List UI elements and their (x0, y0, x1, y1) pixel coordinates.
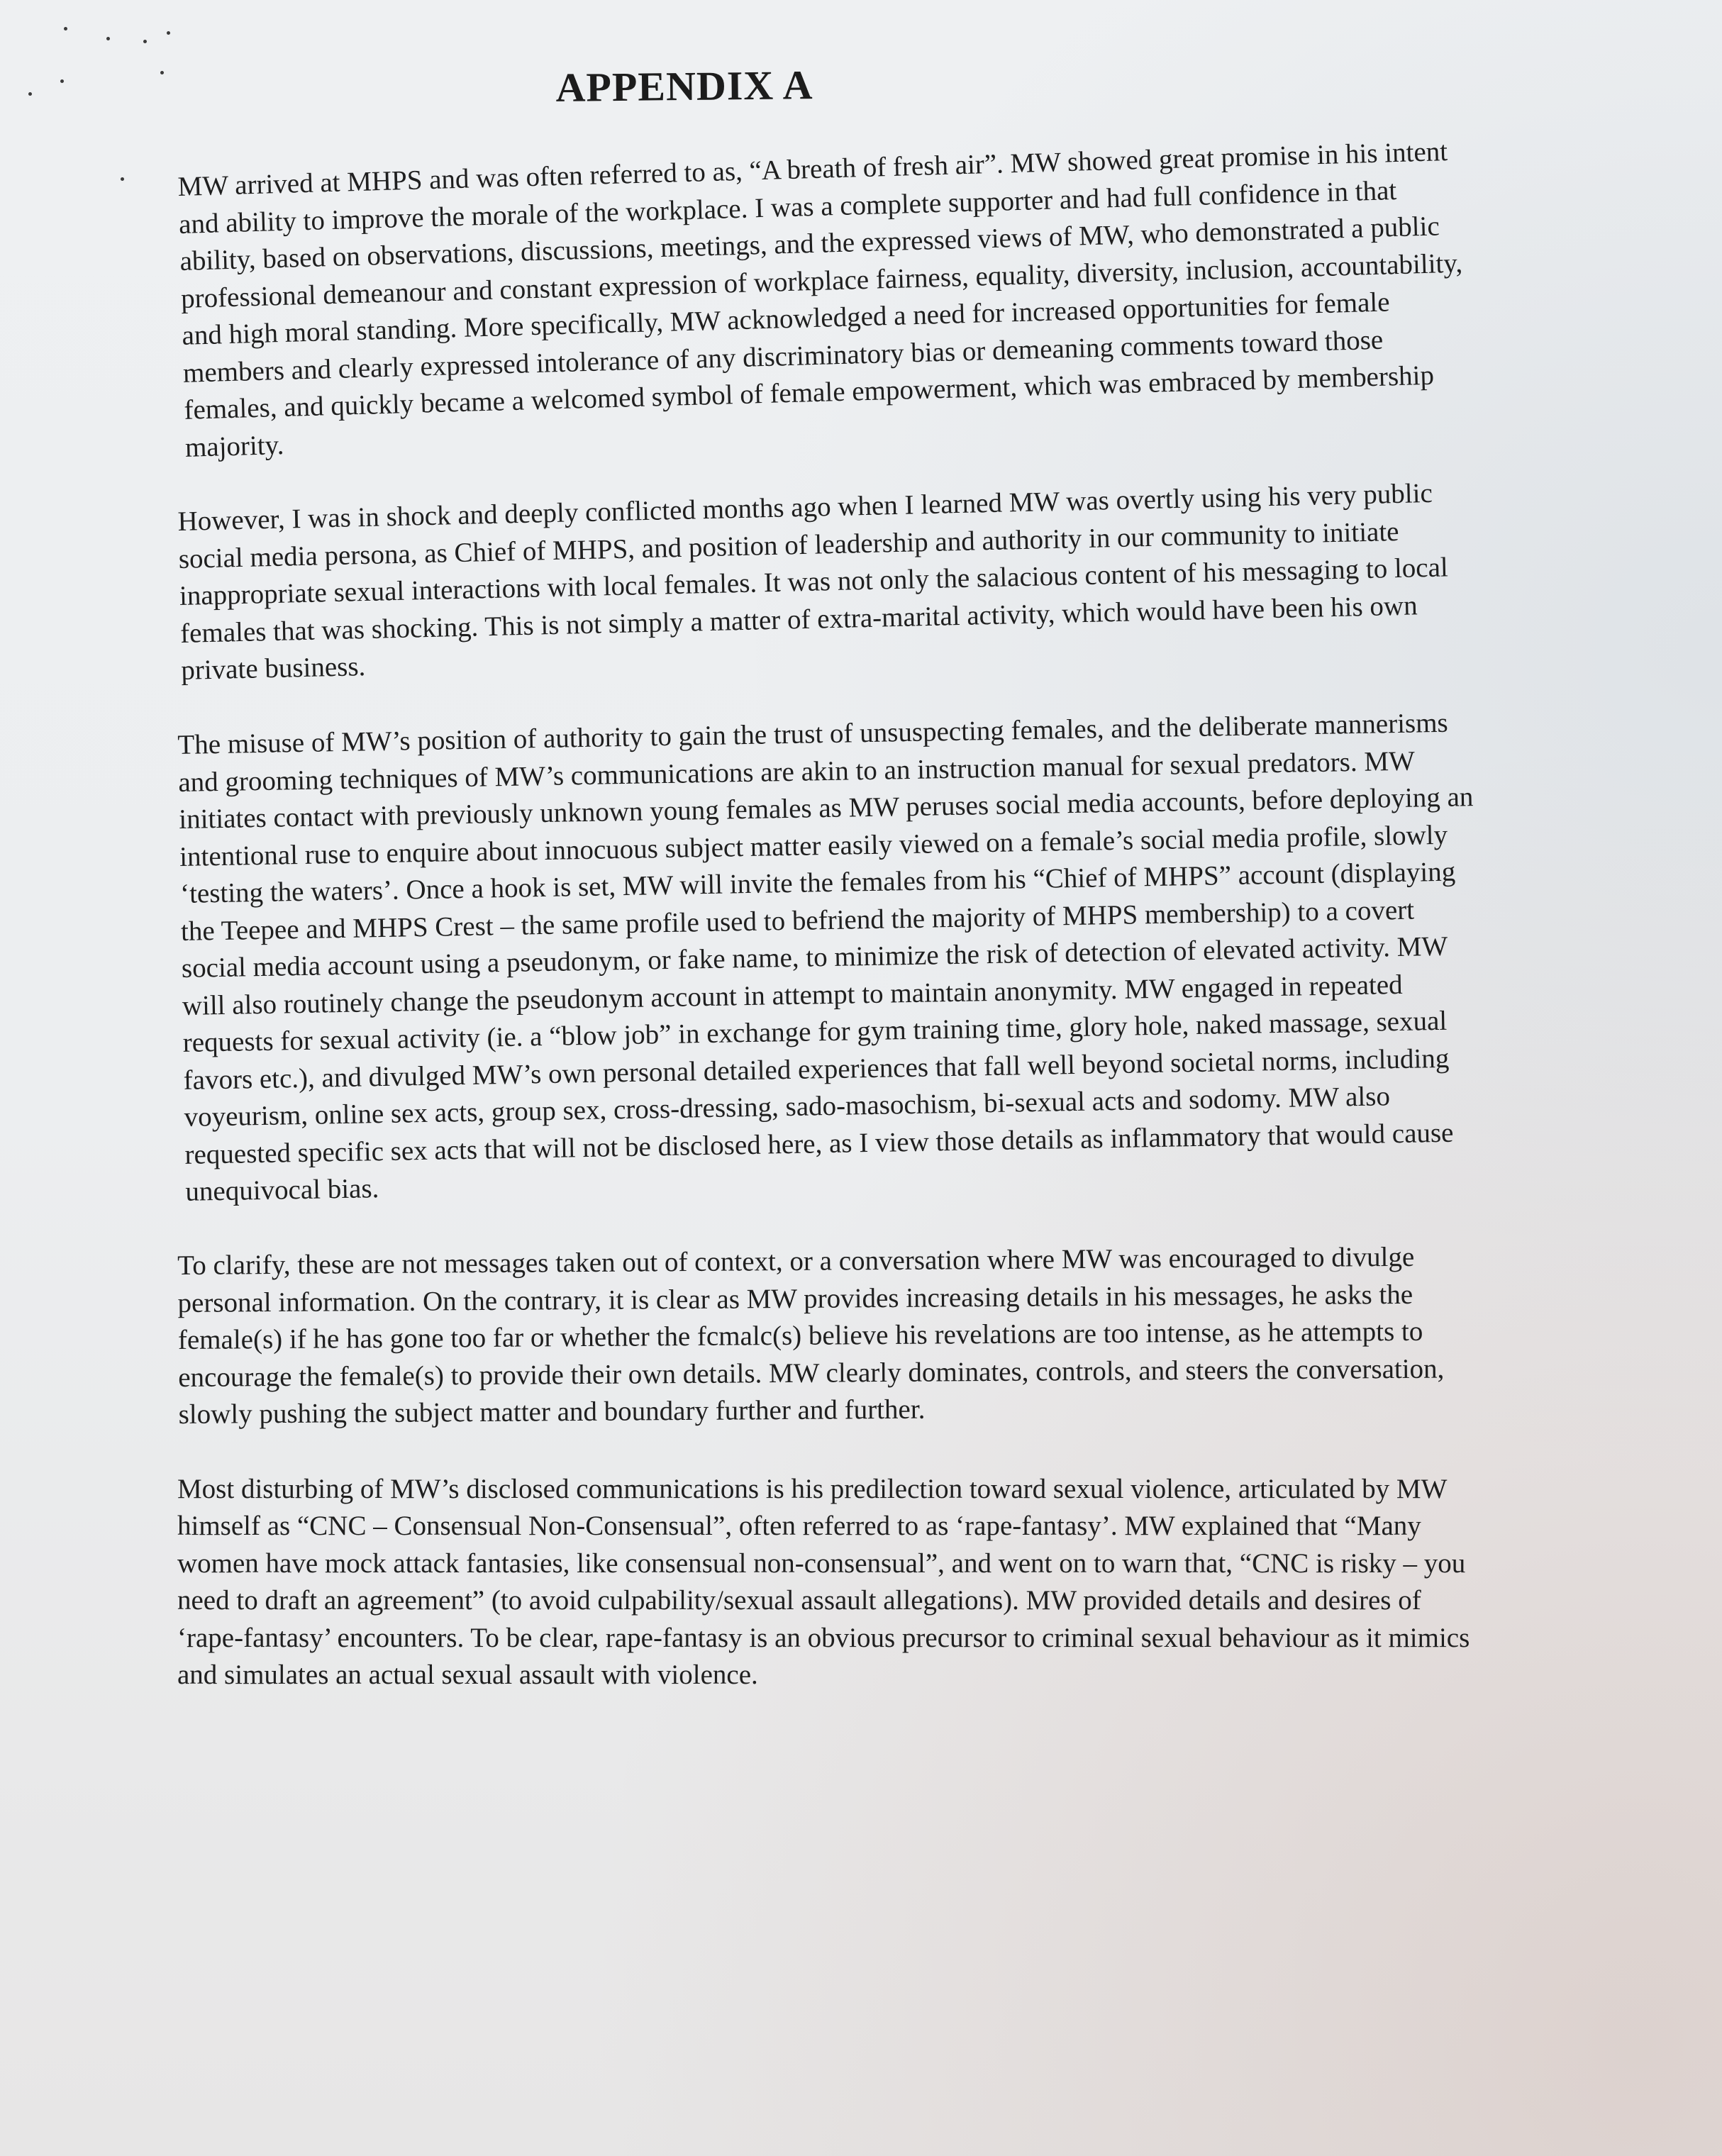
paragraph-1: MW arrived at MHPS and was often referred to as, “A breath of fresh air”. MW showed great promise in his intent and ability to improve the morale of the workplace. I was a complete supporter and had full confidence in that ability, based on observations, discussions, meetings, and the expressed views of MW, who demonstrated a public professional demeanour and constant expression of workplace fairness, equality, diversity, inclusion, accountability, and high moral standing. More specifically, MW acknowledged a need for increased opportunities for female members and clearly expressed intolerance of any discriminatory bias or demeaning comments toward those females, and quickly became a welcomed symbol of female empowerment, which was embraced by membership majority. (177, 135, 1463, 463)
speck-mark (64, 27, 67, 30)
speck-mark (143, 40, 147, 43)
paragraph-2: However, I was in shock and deeply conflicted months ago when I learned MW was overtly using his very public social media persona, as Chief of MHPS, and position of leadership and authority in our community to initiate inappropriate sexual interactions with local females. It was not only the salacious content of his messaging to local females that was shocking. This is not simply a matter of extra-marital activity, which would have been his own private business. (177, 477, 1449, 686)
speck-mark (106, 37, 110, 40)
speck-mark (121, 177, 124, 181)
paragraph-5: Most disturbing of MW’s disclosed communications is his predilection toward sexual violence, articulated by MW himself as “CNC – Consensual Non-Consensual”, often referred to as ‘rape-fantasy’. MW explained that “Many women have mock attack fantasies, like consensual non-consensual”, and went on to warn that, “CNC is risky – you need to draft an agreement” (to avoid culpability/sexual assault allegations). MW provided details and desires of ‘rape-fantasy’ encounters. To be clear, rape-fantasy is an obvious precursor to criminal sexual behaviour as it mimics and simulates an actual sexual assault with violence. (177, 1473, 1470, 1690)
speck-mark (167, 31, 170, 35)
document-body (177, 135, 1475, 1731)
page-title: APPENDIX A (555, 62, 813, 111)
paragraph-4: To clarify, these are not messages taken out of context, or a conversation where MW was encouraged to divulge personal information. On the contrary, it is clear as MW provides increasing details in his messages, he asks the female(s) if he has gone too far or whether the fcmalc(s) believe his revelations are too intense, as he attempts to encourage the female(s) to provide their own details. MW clearly dominates, controls, and steers the conversation, slowly pushing the subject matter and boundary further and further. (177, 1241, 1445, 1430)
paragraph-3: The misuse of MW’s position of authority to gain the trust of unsuspecting females, and the deliberate mannerisms and grooming techniques of MW’s communications are akin to an instruction manual for sexual predators. MW initiates contact with previously unknown young females as MW peruses social media accounts, before deploying an intentional ruse to enquire about innocuous subject matter easily viewed on a female’s social media profile, slowly ‘testing the waters’. Once a hook is set, MW will invite the females from his “Chief of MHPS” account (displaying the Teepee and MHPS Crest – the same profile used to befriend the majority of MHPS membership) to a covert social media account using a pseudonym, or fake name, to minimize the risk of detection of elevated activity. MW will also routinely change the pseudonym account in attempt to maintain anonymity. MW engaged in repeated requests for sexual activity (ie. a “blow job” in exchange for gym training time, glory hole, naked massage, sexual favors etc.), and divulged MW’s own personal detailed experiences that fall well beyond societal norms, including voyeurism, online sex acts, group sex, cross-dressing, sado-masochism, bi-sexual acts and sodomy. MW also requested specific sex acts that will not be disclosed here, as I view those details as inflammatory that would cause unequivocal bias. (177, 707, 1474, 1207)
